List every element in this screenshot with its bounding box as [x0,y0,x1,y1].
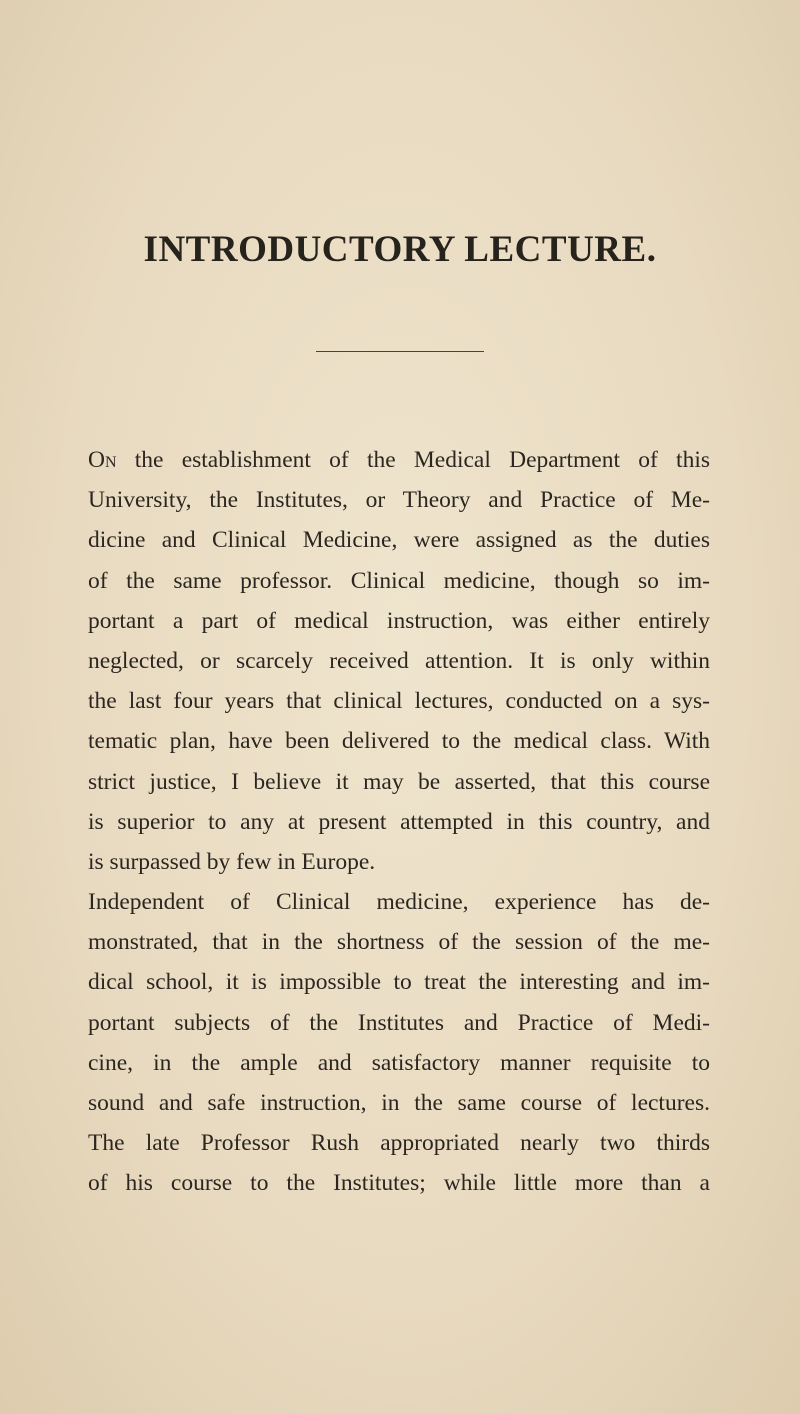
lead-word: On [88,447,117,473]
text-line: On the establishment of the Medical Department of this [88,447,710,473]
text-line: sound and safe instruction, in the same course of lectures. [88,1090,710,1116]
body-text [88,440,710,1204]
text-line: monstrated, that in the shortness of the session of the me- [88,929,710,956]
text-line: Independent of Clinical medicine, experience has de- [88,889,710,916]
text-line: neglected, or scarcely received attention. It is only within [88,647,710,674]
text-line: dicine and Clinical Medicine, were assigned as the duties [88,527,710,554]
text-line: of his course to the Institutes; while little more than a [88,1170,710,1197]
page-title: INTRODUCTORY LECTURE. [143,229,657,270]
title-divider [316,351,484,352]
text-line: tematic plan, have been delivered to the medical class. With [88,728,710,755]
text-line: portant subjects of the Institutes and Practice of Medi- [88,1009,710,1036]
text-line: portant a part of medical instruction, was either entirely [88,607,710,634]
text-line: is superior to any at present attempted in this country, and [88,808,710,835]
text-line: strict justice, I believe it may be asserted, that this course [88,768,710,795]
text-line: cine, in the ample and satisfactory manner requisite to [88,1049,710,1076]
text-line: the last four years that clinical lectures, conducted on a sys- [88,688,710,715]
text-line: dical school, it is impossible to treat the interesting and im- [88,969,710,996]
text-line: University, the Institutes, or Theory and Practice of Me- [88,487,710,514]
text-line: The late Professor Rush appropriated nearly two thirds [88,1130,710,1157]
text-line: is surpassed by few in Europe. [88,848,376,875]
text-line: of the same professor. Clinical medicine, though so im- [88,567,710,594]
